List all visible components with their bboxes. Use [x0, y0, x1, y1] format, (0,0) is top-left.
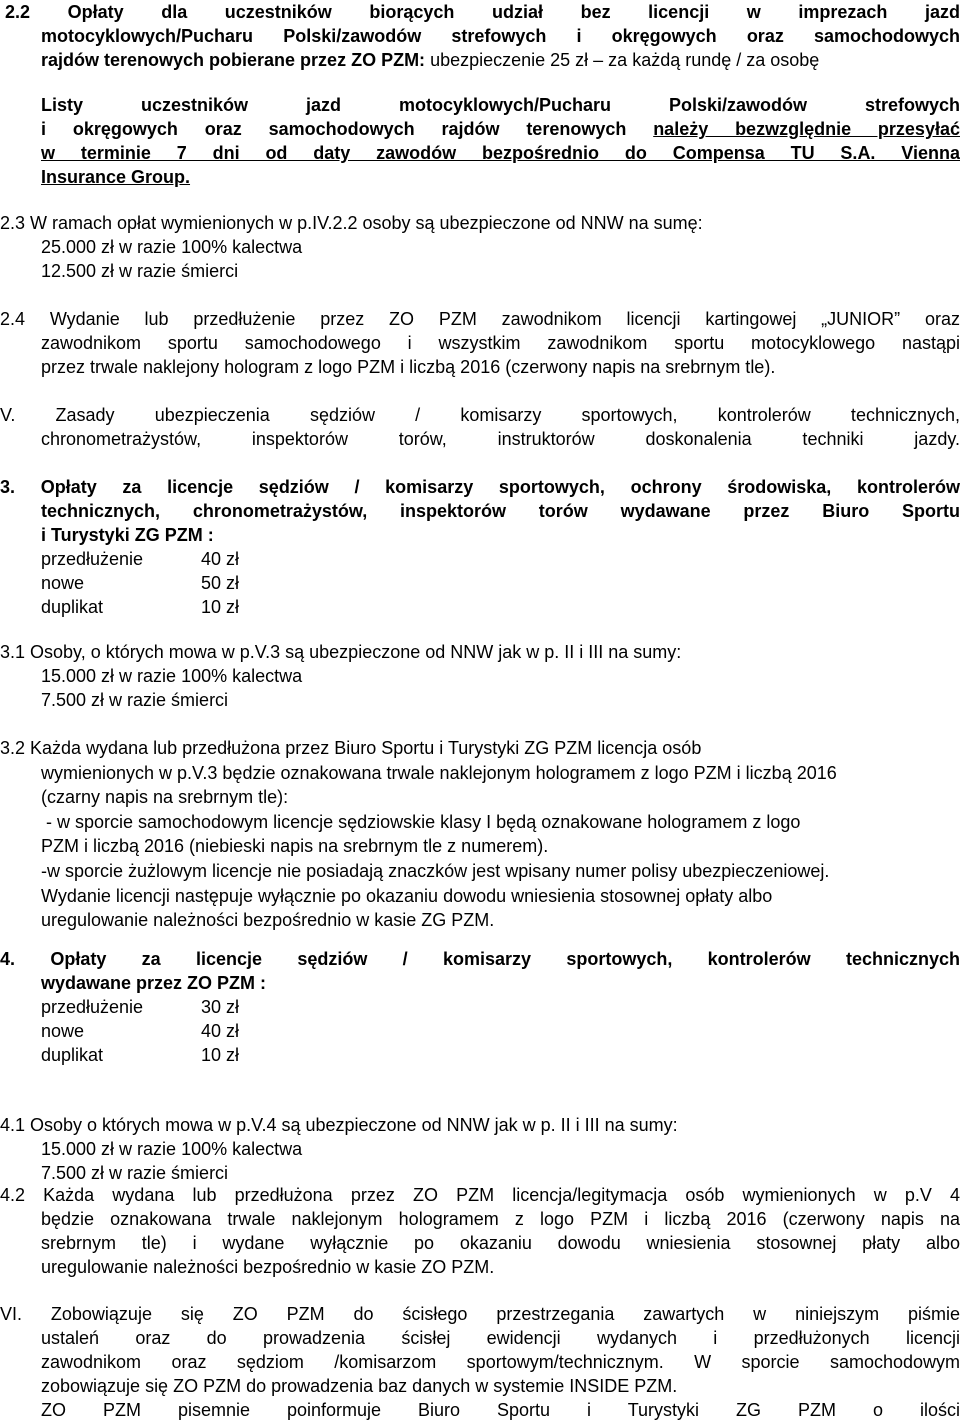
section-3-line-1: 3. Opłaty za licencje sędziów / komisarzy sportowych, ochrony środowiska, kontrolerów [0, 477, 960, 497]
section-3-2 [0, 736, 960, 933]
section-2-4 [0, 307, 960, 379]
section-3-2-line-8: uregulowanie należności bezpośrednio w kasie ZG PZM. [41, 910, 495, 931]
section-4 [0, 947, 960, 1067]
section-2-3 [0, 211, 960, 283]
fee-row [0, 571, 960, 595]
section-3-2-line-7: Wydanie licencji następuje wyłącznie po okazaniu dowodu wniesienia stosownej opłaty albo [41, 885, 773, 906]
section-2-4-line-3: przez trwale naklejony hologram z logo PZM i liczbą 2016 (czerwony napis na srebrnym tle). [41, 357, 776, 377]
lists-line-4-text: Insurance Group. [41, 167, 191, 187]
section-4-2-line-2: będzie oznakowana trwale naklejonym hologramem z logo PZM i liczbą 2016 (czerwony napis na [41, 1209, 960, 1229]
section-4-line-2: wydawane przez ZO PZM : [41, 973, 267, 993]
section-V-line-1: V. Zasady ubezpieczenia sędziów / komisarzy sportowych, kontrolerów technicznych, [0, 405, 960, 425]
section-4-2-line-4: uregulowanie należności bezpośrednio w kasie ZO PZM. [41, 1257, 495, 1277]
fee-label: nowe [41, 573, 85, 593]
section-3-1-line-1: 3.1 Osoby, o których mowa w p.V.3 są ubezpieczone od NNW jak w p. II i III na sumy: [0, 642, 682, 662]
section-2-2-line-3-bold: rajdów terenowych pobierane przez ZO PZM: [41, 50, 426, 70]
fee-label: nowe [41, 1021, 85, 1041]
fee-row [0, 547, 960, 571]
section-3-2-line-5: PZM i liczbą 2016 (niebieski napis na srebrnym tle z numerem). [41, 836, 549, 857]
section-V-line-2: chronometrażystów, inspektorów torów, instruktorów doskonalenia techniki jazdy. [41, 429, 960, 449]
fee-amount: 50 zł [201, 573, 240, 593]
section-VI-line-5: ZO PZM pisemnie poinformuje Biuro Sportu i Turystyki ZG PZM o ilości [41, 1400, 960, 1420]
fee-row [0, 995, 960, 1019]
fee-label: przedłużenie [41, 997, 144, 1017]
fee-amount: 10 zł [201, 1045, 240, 1065]
fee-label: duplikat [41, 597, 104, 617]
section-2-4-line-2: zawodnikom sportu samochodowego i wszystkim zawodnikom sportu motocyklowego nastąpi [41, 333, 960, 353]
fee-label: duplikat [41, 1045, 104, 1065]
section-2-2-line-3 [0, 48, 960, 72]
section-4-1 [0, 1113, 960, 1185]
lists-line-4 [41, 165, 960, 189]
lists-line-3: w terminie 7 dni od daty zawodów bezpośrednio do Compensa TU S.A. Vienna [41, 143, 960, 163]
section-2-2 [0, 0, 960, 72]
section-3-2-line-2: wymienionych w p.V.3 będzie oznakowana trwale naklejonym hologramem z logo PZM i liczbą 2016 [41, 762, 837, 783]
lists-line-2 [41, 117, 960, 141]
section-4-1-line-3: 7.500 zł w razie śmierci [41, 1163, 229, 1183]
section-4-line-1: 4. Opłaty za licencje sędziów / komisarzy sportowych, kontrolerów technicznych [0, 949, 960, 969]
fee-label: przedłużenie [41, 549, 144, 569]
lists-line-1: Listy uczestników jazd motocyklowych/Pucharu Polski/zawodów strefowych [41, 95, 960, 115]
fee-row [0, 1043, 960, 1067]
section-VI-line-2: ustaleń oraz do prowadzenia ścisłej ewidencji wydanych i przedłużonych licencji [41, 1328, 960, 1348]
fee-amount: 10 zł [201, 597, 240, 617]
section-2-2-line-2: motocyklowych/Pucharu Polski/zawodów strefowych i okręgowych oraz samochodowych [41, 26, 960, 46]
section-2-2-line-3-rest: ubezpieczenie 25 zł – za każdą rundę / za osobę [425, 50, 820, 70]
section-2-3-line-2: 25.000 zł w razie 100% kalectwa [41, 237, 303, 257]
lists-paragraph [0, 93, 960, 189]
section-V [0, 403, 960, 451]
section-3-2-line-4: - w sporcie samochodowym licencje sędziowskie klasy I będą oznakowane hologramem z logo [41, 811, 801, 832]
section-3-1 [0, 640, 960, 712]
section-4-2-line-1: 4.2 Każda wydana lub przedłużona przez ZO PZM licencja/legitymacja osób wymienionych w p.V 4 [0, 1185, 960, 1205]
lists-line-2b-underlined: należy bezwzględnie przesyłać [653, 119, 960, 139]
section-3 [0, 475, 960, 619]
section-3-1-line-2: 15.000 zł w razie 100% kalectwa [41, 666, 303, 686]
section-4-1-line-2: 15.000 zł w razie 100% kalectwa [41, 1139, 303, 1159]
section-2-3-line-1: 2.3 W ramach opłat wymienionych w p.IV.2.2 osoby są ubezpieczone od NNW na sumę: [0, 213, 703, 233]
fee-amount: 40 zł [201, 1021, 240, 1041]
section-3-2-line-3: (czarny napis na srebrnym tle): [41, 787, 289, 808]
section-3-2-line-1: 3.2 Każda wydana lub przedłużona przez Biuro Sportu i Turystyki ZG PZM licencja osób [0, 738, 702, 758]
lists-line-2a: i okręgowych oraz samochodowych rajdów terenowych [41, 119, 654, 139]
section-VI [0, 1302, 960, 1422]
section-3-1-line-3: 7.500 zł w razie śmierci [41, 690, 229, 710]
section-3-line-3: i Turystyki ZG PZM : [41, 525, 214, 545]
fee-row [0, 595, 960, 619]
section-2-2-line-1: 2.2 Opłaty dla uczestników biorących udział bez licencji w imprezach jazd [5, 2, 960, 22]
section-2-3-line-3: 12.500 zł w razie śmierci [41, 261, 239, 281]
section-VI-line-3: zawodnikom oraz sędziom /komisarzom sportowym/technicznym. W sporcie samochodowym [41, 1352, 960, 1372]
section-2-4-line-1: 2.4 Wydanie lub przedłużenie przez ZO PZM zawodnikom licencji kartingowej „JUNIOR” oraz [0, 309, 960, 329]
fee-amount: 40 zł [201, 549, 240, 569]
section-4-1-line-1: 4.1 Osoby o których mowa w p.V.4 są ubezpieczone od NNW jak w p. II i III na sumy: [0, 1115, 678, 1135]
fee-amount: 30 zł [201, 997, 240, 1017]
section-VI-line-1: VI. Zobowiązuje się ZO PZM do ścisłego przestrzegania zawartych w niniejszym piśmie [0, 1304, 960, 1324]
section-3-line-2: technicznych, chronometrażystów, inspektorów torów wydawane przez Biuro Sportu [41, 501, 960, 521]
section-4-2-line-3: srebrnym tle) i wydane wyłącznie po okazaniu dowodu wniesienia stosownej płaty albo [41, 1233, 960, 1253]
section-VI-line-4: zobowiązuje się ZO PZM do prowadzenia baz danych w systemie INSIDE PZM. [41, 1376, 678, 1396]
section-4-2 [0, 1183, 960, 1279]
section-3-2-line-6: -w sporcie żużlowym licencje nie posiadają znaczków jest wpisany numer polisy ubezpieczeniowej. [41, 860, 830, 881]
fee-row [0, 1019, 960, 1043]
